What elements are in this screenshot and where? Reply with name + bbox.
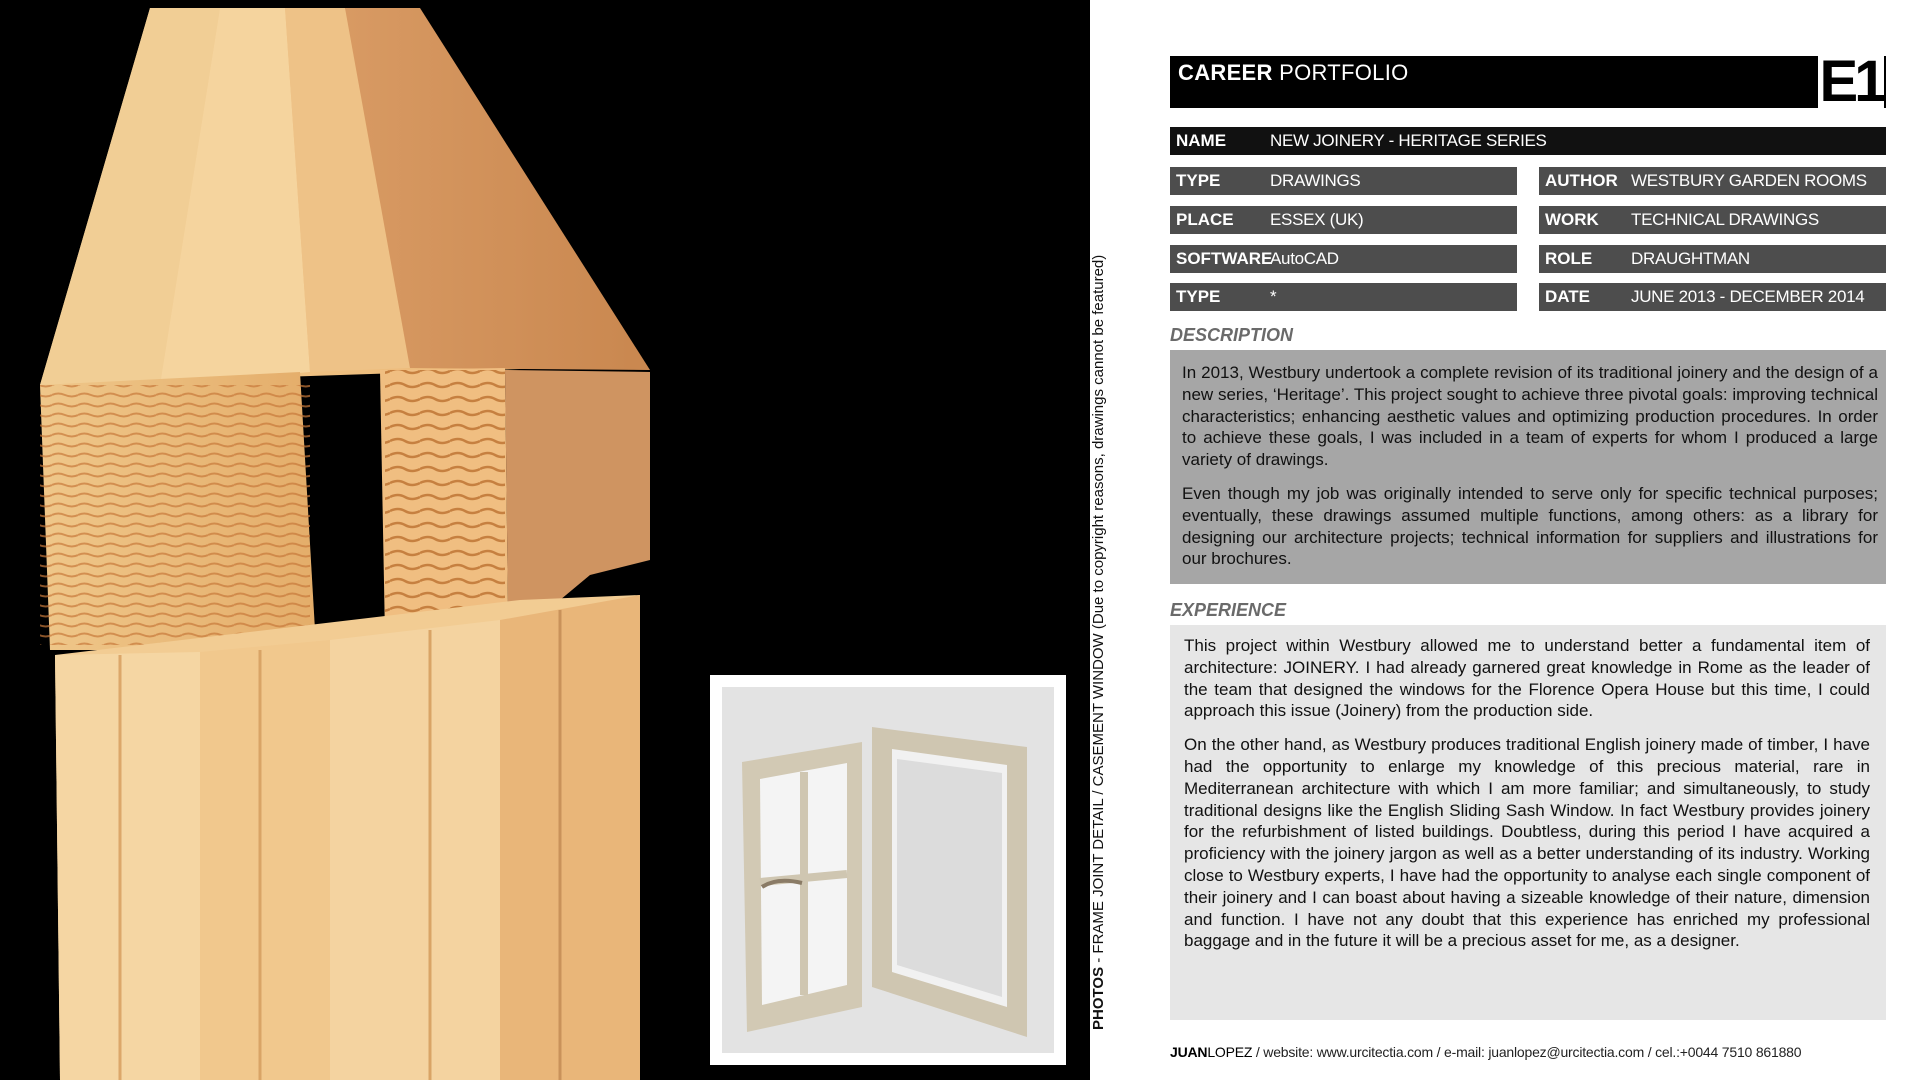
field-name-value: NEW JOINERY - HERITAGE SERIES (1270, 131, 1547, 150)
casement-window-photo-frame (710, 675, 1066, 1065)
field-type-secondary-value: * (1270, 287, 1277, 306)
page-title-bold: CAREER (1178, 60, 1273, 85)
field-date-value: JUNE 2013 - DECEMBER 2014 (1631, 287, 1865, 306)
author-first-name: JUAN (1170, 1044, 1208, 1060)
experience-paragraph: On the other hand, as Westbury produces traditional English joinery made of timber, I have had the opportunity to enlarge my knowledge of this precious material, rare in Mediterranean architecture with which I am more familiar; and simultaneously, to study traditional designs like the English Sliding Sash Window. In fact Westbury provides joinery for the refurbishment of listed buildings. Doubtless, during this period I have acquired a proficiency with the joinery jargon as well as a better understanding of its industry. Working close to Westbury experts, I have had the opportunity to analyse each single component of their joinery and I can boast about having a sizeable knowledge of their nature, dimension and function. I have not any doubt that this experience has enriched my professional baggage and in the future it will be a precious asset for me, as a designer. (1184, 735, 1870, 951)
field-software-value: AutoCAD (1270, 249, 1339, 268)
description-heading: DESCRIPTION (1170, 325, 1294, 345)
field-name (1170, 127, 1886, 155)
page-title (1178, 60, 1409, 86)
contact-footer (1170, 1044, 1801, 1060)
field-work-label: WORK (1545, 210, 1599, 229)
experience-heading: EXPERIENCE (1170, 600, 1287, 620)
field-type-label: TYPE (1176, 171, 1221, 190)
field-author-label: AUTHOR (1545, 171, 1618, 190)
photo-caption-label: PHOTOS (1090, 966, 1107, 1030)
description-paragraph: In 2013, Westbury undertook a complete revision of its traditional joinery and the design of a new series, ‘Heritage’. This project sought to achieve three pivotal goals: improving technical characteristics; enhancing aesthetic values and optimizing production procedures. In order to achieve these goals, I was included in a team of experts for whom I produced a large variety of drawings. (1182, 363, 1878, 470)
field-work (1539, 206, 1886, 234)
field-place (1170, 206, 1517, 234)
field-date-label: DATE (1545, 287, 1591, 306)
experience-box (1170, 625, 1886, 1020)
project-code-badge: E1 (1819, 49, 1883, 114)
description-box (1170, 350, 1886, 584)
description-paragraph: Even though my job was originally intended to serve only for specific technical purposes; eventually, these drawings assumed multiple functions, among others: as a library for designing our architecture projects; technical information for suppliers and illustrations for our brochures. (1182, 483, 1878, 569)
photo-caption-text: - FRAME JOINT DETAIL / CASEMENT WINDOW (Due to copyright reasons, drawings cannot be featured) (1090, 254, 1107, 967)
contact-details: / website: www.urcitectia.com / e-mail: juanlopez@urcitectia.com / cel.:+0044 7510 861880 (1252, 1044, 1802, 1060)
field-role (1539, 245, 1886, 273)
field-work-value: TECHNICAL DRAWINGS (1631, 210, 1819, 229)
author-last-name: LOPEZ (1207, 1044, 1253, 1060)
header-bar (1170, 49, 1886, 114)
frame-joint-photo (0, 0, 700, 1080)
photo-caption (1090, 190, 1107, 1030)
field-type-value: DRAWINGS (1270, 171, 1361, 190)
portfolio-sheet (1170, 0, 1886, 1080)
field-place-value: ESSEX (UK) (1270, 210, 1364, 229)
field-place-label: PLACE (1176, 210, 1234, 229)
experience-paragraph: This project within Westbury allowed me to understand better a fundamental item of architecture: JOINERY. I had already garnered great knowledge in Rome as the leader of the team that designed the windows for the Florence Opera House but this time, I could approach this issue (Joinery) from the production side. (1184, 636, 1870, 721)
page-title-rest: PORTFOLIO (1272, 60, 1409, 85)
field-role-label: ROLE (1545, 249, 1593, 268)
field-type-secondary (1170, 283, 1517, 311)
field-type (1170, 167, 1517, 195)
field-date (1539, 283, 1886, 311)
field-software (1170, 245, 1517, 273)
author-name (1170, 1044, 1252, 1060)
field-name-label: NAME (1176, 131, 1227, 150)
casement-window-photo (722, 687, 1054, 1053)
field-author-value: WESTBURY GARDEN ROOMS (1631, 171, 1867, 190)
field-role-value: DRAUGHTMAN (1631, 249, 1750, 268)
field-software-label: SOFTWARE (1176, 249, 1273, 268)
field-type-secondary-label: TYPE (1176, 287, 1221, 306)
field-author (1539, 167, 1886, 195)
